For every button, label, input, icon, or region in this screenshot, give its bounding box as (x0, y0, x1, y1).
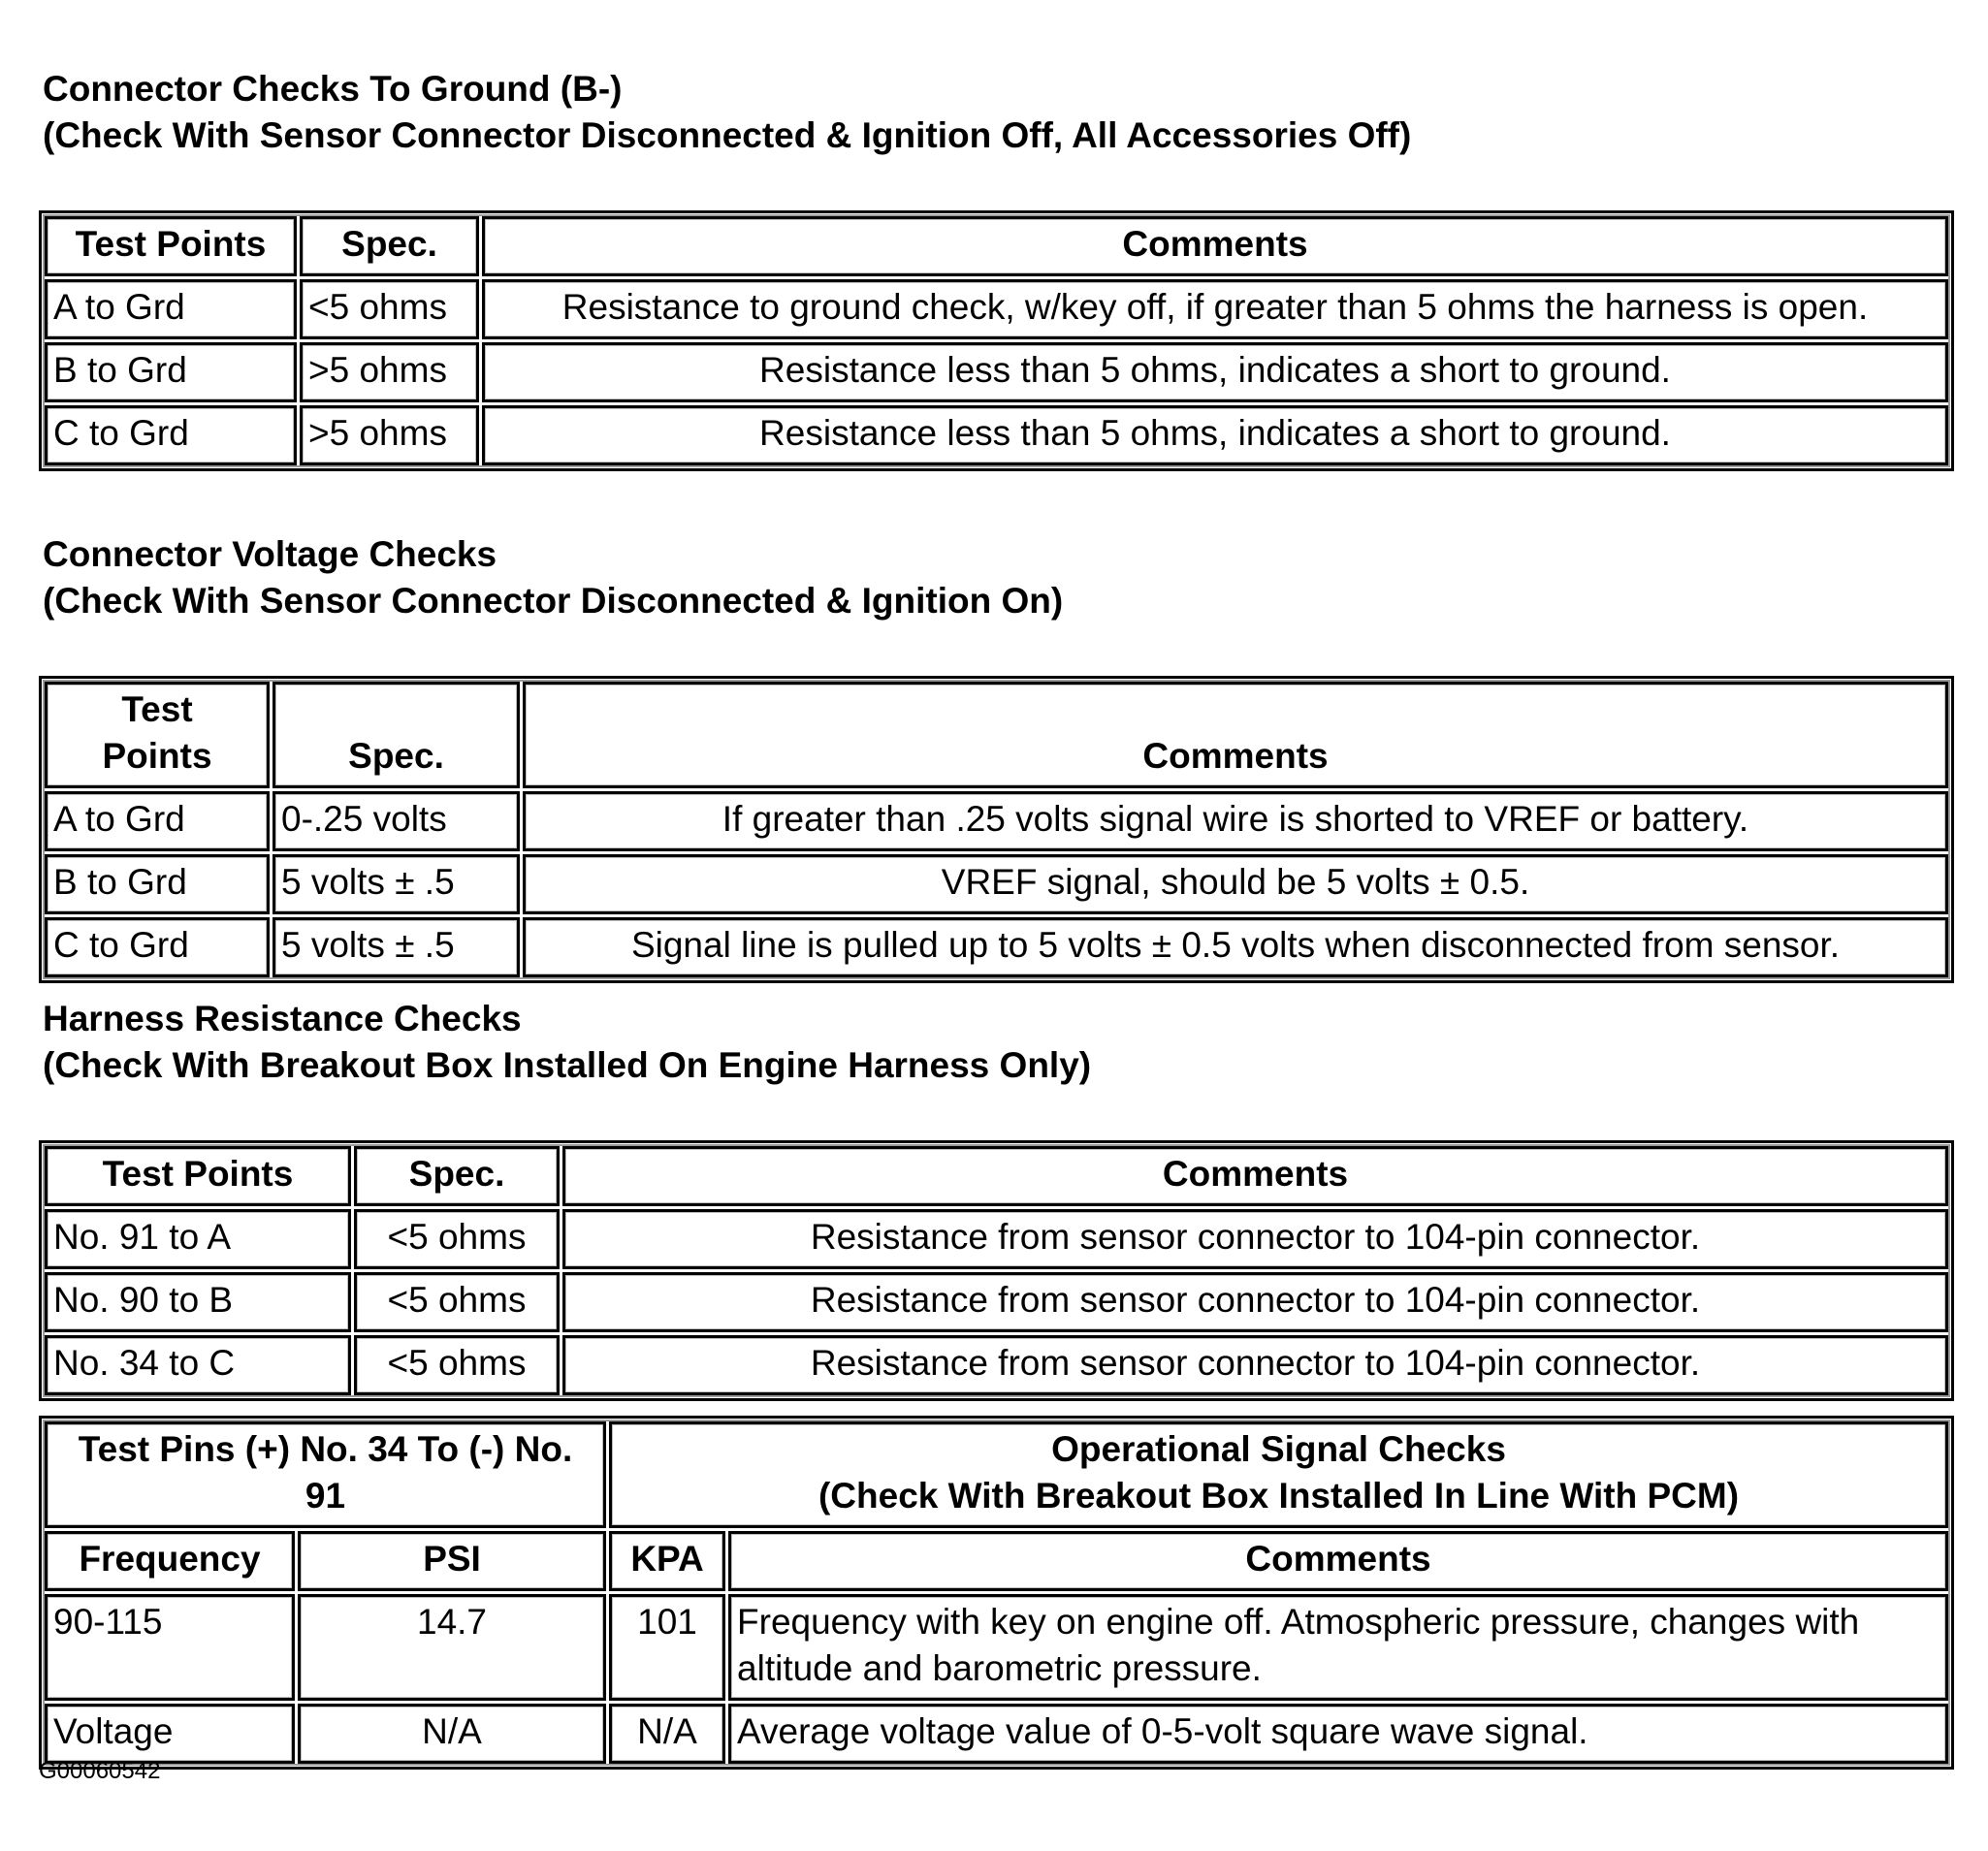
table-row (45, 342, 1948, 402)
cell-frequency: 90-115 (45, 1594, 295, 1701)
table-group-header-row (45, 1421, 1948, 1528)
section1-title: Connector Checks To Ground (B-) (43, 69, 623, 109)
table-row (45, 1272, 1948, 1332)
cell-test-point: A to Grd (45, 791, 270, 851)
table-row (45, 1335, 1948, 1395)
cell-test-point: No. 90 to B (45, 1272, 351, 1332)
cell-test-point: B to Grd (45, 854, 270, 914)
header-comments: Comments (728, 1531, 1948, 1591)
figure-code: G00060542 (39, 1758, 161, 1784)
operational-title: Operational Signal Checks (1051, 1429, 1506, 1469)
header-test-points: Test Points (45, 682, 270, 788)
header-spec: Spec. (273, 682, 520, 788)
cell-test-point: A to Grd (45, 279, 297, 339)
section3-subtitle: (Check With Breakout Box Installed On Engine Harness Only) (43, 1045, 1092, 1085)
table-header-row (45, 1531, 1948, 1591)
cell-psi: N/A (298, 1704, 606, 1764)
header-spec: Spec. (300, 216, 479, 276)
table-row (45, 1594, 1948, 1701)
cell-spec: <5 ohms (354, 1272, 560, 1332)
cell-spec: <5 ohms (354, 1209, 560, 1269)
table-voltage-checks (39, 676, 1954, 983)
section1-subtitle: (Check With Sensor Connector Disconnected & Ignition Off, All Accessories Off) (43, 115, 1412, 155)
cell-kpa: N/A (609, 1704, 725, 1764)
cell-frequency: Voltage (45, 1704, 295, 1764)
table-header-row (45, 682, 1948, 788)
section2-subtitle: (Check With Sensor Connector Disconnected & Ignition On) (43, 581, 1064, 621)
table-ground-checks (39, 210, 1954, 471)
header-psi: PSI (298, 1531, 606, 1591)
header-test-points: Test Points (45, 216, 297, 276)
cell-kpa: 101 (609, 1594, 725, 1701)
cell-comment: VREF signal, should be 5 volts ± 0.5. (523, 854, 1948, 914)
header-comments: Comments (482, 216, 1948, 276)
section3-heading (43, 996, 1091, 1089)
cell-test-point: B to Grd (45, 342, 297, 402)
header-kpa: KPA (609, 1531, 725, 1591)
cell-spec: >5 ohms (300, 405, 479, 465)
table-row (45, 854, 1948, 914)
cell-test-point: No. 34 to C (45, 1335, 351, 1395)
section3-title: Harness Resistance Checks (43, 999, 522, 1038)
cell-comment: Resistance less than 5 ohms, indicates a short to ground. (482, 342, 1948, 402)
cell-comment: Signal line is pulled up to 5 volts ± 0.5 volts when disconnected from sensor. (523, 917, 1948, 977)
cell-test-point: C to Grd (45, 405, 297, 465)
cell-spec: 5 volts ± .5 (273, 917, 520, 977)
header-operational-signal-checks (609, 1421, 1948, 1528)
cell-spec: <5 ohms (354, 1335, 560, 1395)
cell-comment: Resistance from sensor connector to 104-pin connector. (562, 1209, 1948, 1269)
cell-comment: Resistance to ground check, w/key off, if greater than 5 ohms the harness is open. (482, 279, 1948, 339)
header-test-pins: Test Pins (+) No. 34 To (-) No. 91 (45, 1421, 606, 1528)
section2-title: Connector Voltage Checks (43, 534, 497, 574)
header-spec: Spec. (354, 1146, 560, 1206)
header-comments: Comments (523, 682, 1948, 788)
table-row (45, 279, 1948, 339)
table-row (45, 1209, 1948, 1269)
cell-spec: 5 volts ± .5 (273, 854, 520, 914)
cell-comment: Frequency with key on engine off. Atmospheric pressure, changes with altitude and barometric pressure. (728, 1594, 1948, 1701)
table-operational-signal-checks (39, 1416, 1954, 1770)
cell-comment: Resistance from sensor connector to 104-pin connector. (562, 1272, 1948, 1332)
header-test-points: Test Points (45, 1146, 351, 1206)
cell-comment: If greater than .25 volts signal wire is shorted to VREF or battery. (523, 791, 1948, 851)
table-header-row (45, 1146, 1948, 1206)
section2-heading (43, 531, 1063, 624)
header-frequency: Frequency (45, 1531, 295, 1591)
header-comments: Comments (562, 1146, 1948, 1206)
table-row (45, 1704, 1948, 1764)
operational-subtitle: (Check With Breakout Box Installed In Line With PCM) (818, 1476, 1740, 1516)
table-harness-checks (39, 1140, 1954, 1401)
table-header-row (45, 216, 1948, 276)
table-row (45, 405, 1948, 465)
cell-comment: Resistance from sensor connector to 104-pin connector. (562, 1335, 1948, 1395)
cell-spec: >5 ohms (300, 342, 479, 402)
cell-test-point: C to Grd (45, 917, 270, 977)
cell-psi: 14.7 (298, 1594, 606, 1701)
cell-spec: 0-.25 volts (273, 791, 520, 851)
cell-comment: Average voltage value of 0-5-volt square wave signal. (728, 1704, 1948, 1764)
table-row (45, 917, 1948, 977)
cell-spec: <5 ohms (300, 279, 479, 339)
cell-test-point: No. 91 to A (45, 1209, 351, 1269)
table-row (45, 791, 1948, 851)
section1-heading (43, 66, 1411, 159)
cell-comment: Resistance less than 5 ohms, indicates a short to ground. (482, 405, 1948, 465)
